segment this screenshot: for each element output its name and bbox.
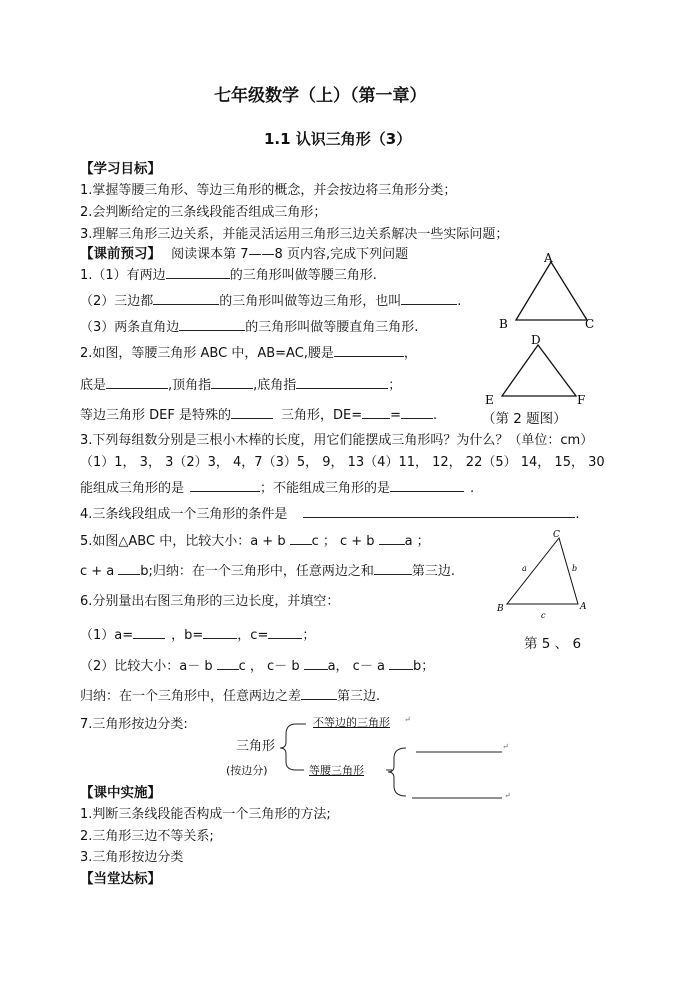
q6a-text-3: ，c= xyxy=(237,628,269,643)
vertex-label-f: F xyxy=(577,393,586,407)
q6b-text-1: （2）比较大小：a－ b xyxy=(80,659,213,674)
q1b-text-end: . xyxy=(457,294,462,309)
goal-item-3: 3.理解三角形三边关系，并能灵活运用三角形三边关系解决一些实际问题； xyxy=(80,227,509,242)
vertex-label-c2: C xyxy=(553,530,560,540)
q3-ans-text-2: ；不能组成三角形的是 xyxy=(260,481,391,496)
q2b-text-1: 底是 xyxy=(80,378,107,393)
vertex-label-e: E xyxy=(485,393,494,407)
q5b-text-3: 第三边. xyxy=(411,564,456,579)
q1a-text-end: 的三角形叫做等腰三角形. xyxy=(229,268,377,283)
in-class-item-2: 2.三角形三边不等关系; xyxy=(80,829,214,844)
question-3-sets: （1）1， 3， 3（2）3， 4，7（3）5， 9， 13（4）11， 12， 22（5） 14， 15， 30 xyxy=(80,455,605,470)
q1c-text: （3）两条直角边 xyxy=(80,320,180,335)
q3-ans-text-3: . xyxy=(470,481,475,496)
page-title: 七年级数学（上）（第一章） xyxy=(214,86,427,106)
return-mark-icon: ↵ xyxy=(502,742,509,751)
vertex-label-c: C xyxy=(585,317,595,331)
tree-branch-isosceles: 等腰三角形 xyxy=(309,764,364,777)
q2c-text-2: 三角形，DE= xyxy=(280,408,363,423)
q1b-text-mid: 的三角形叫做等边三角形，也叫 xyxy=(219,294,402,309)
q6-conclusion-text-2: 第三边. xyxy=(337,689,381,704)
lesson-subtitle: 1.1 认识三角形（3） xyxy=(264,130,412,148)
q5b-text-2: b;归纳：在一个三角形中，任意两边之和 xyxy=(140,564,374,579)
q2a-text: 2.如图，等腰三角形 ABC 中，AB=AC,腰是 xyxy=(80,346,334,361)
goal-item-2: 2.会判断给定的三条线段能否组成三角形； xyxy=(80,205,327,220)
side-label-c: c xyxy=(541,611,546,620)
q2b-text-4: ； xyxy=(388,378,402,393)
question-7: 7.三角形按边分类: xyxy=(80,717,188,732)
tree-branch-scalene: 不等边的三角形 xyxy=(313,716,390,729)
q6a-text-2: ，b= xyxy=(171,628,204,643)
in-class-heading: 【课中实施】 xyxy=(80,785,161,801)
in-class-item-1: 1.判断三条线段能否构成一个三角形的方法; xyxy=(80,807,331,822)
preview-intro: 阅读课本第 7——8 页内容,完成下列问题 xyxy=(171,247,409,262)
q2b-text-2: ,顶角指 xyxy=(168,378,212,393)
side-label-a: a xyxy=(522,564,527,573)
q6a-text-4: ； xyxy=(302,628,316,643)
q5b-text-1: c + a xyxy=(80,564,115,579)
question-6: 6.分别量出右图三角形的三边长度，并填空： xyxy=(80,594,340,609)
q2c-text-1: 等边三角形 DEF 是特殊的 xyxy=(80,408,231,423)
q6b-text-2: c ， c－ b xyxy=(238,659,300,674)
return-mark-icon: ↵ xyxy=(404,715,411,724)
q5a-text-3: a ； xyxy=(404,534,430,549)
vertex-label-d: D xyxy=(531,333,541,347)
q1a-text: 1.（1）有两边 xyxy=(80,268,166,283)
preview-heading: 【课前预习】 xyxy=(80,246,161,262)
goal-item-1: 1.掌握等腰三角形、等边三角形的概念，并会按边将三角形分类； xyxy=(80,183,457,198)
return-mark-icon: ↵ xyxy=(504,791,511,800)
standard-heading: 【当堂达标】 xyxy=(80,871,161,887)
figure-2-caption: （第 2 题图） xyxy=(482,411,567,427)
q2b-text-3: ,底角指 xyxy=(253,378,297,393)
q5a-text-1: 5.如图△ABC 中，比较大小：a + b xyxy=(80,534,286,549)
q4-text: 4.三条线段组成一个三角形的条件是 xyxy=(80,507,288,522)
vertex-label-b2: B xyxy=(497,604,504,614)
q2a-text-end: ， xyxy=(403,346,417,361)
side-label-b: b xyxy=(572,564,578,573)
in-class-item-3: 3.三角形按边分类 xyxy=(80,850,184,865)
q6b-text-4: b； xyxy=(412,659,435,674)
q1c-text-end: 的三角形叫做等腰直角三角形. xyxy=(245,320,419,335)
tree-root: 三角形 xyxy=(236,739,276,754)
q5a-text-2: c ； c + b xyxy=(311,534,375,549)
triangle-abc-sides-shape xyxy=(507,538,578,604)
vertex-label-b: B xyxy=(499,317,508,331)
q6a-text-1: （1）a= xyxy=(80,628,134,643)
q2c-text-3: = xyxy=(390,408,401,423)
figure-56-caption: 第 5 、 6 xyxy=(524,636,582,652)
q3-ans-text-1: 能组成三角形的是 xyxy=(80,481,185,496)
vertex-label-a: A xyxy=(544,251,553,265)
tree-root-note: (按边分) xyxy=(226,764,268,777)
q6-conclusion-text-1: 归纳：在一个三角形中，任意两边之差 xyxy=(80,689,302,704)
vertex-label-a2: A xyxy=(580,602,587,612)
q4-text-end: . xyxy=(575,507,580,522)
q1b-text: （2）三边都 xyxy=(80,294,154,309)
q6b-text-3: a， c－ a xyxy=(327,659,385,674)
question-3: 3.下列每组数分别是三根小木棒的长度，用它们能摆成三角形吗？为什么？（单位：cm） xyxy=(80,433,594,448)
q2c-text-4: . xyxy=(433,408,438,423)
goals-heading: 【学习目标】 xyxy=(80,161,161,177)
